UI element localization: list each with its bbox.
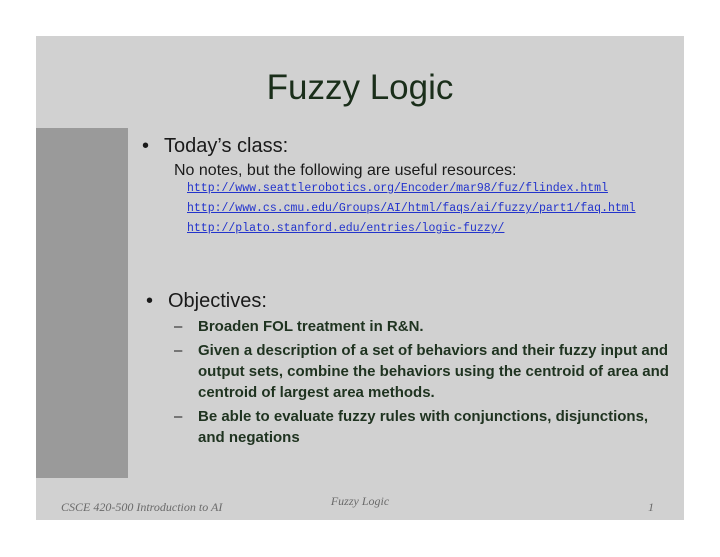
list-item [174,316,674,337]
resource-link-2[interactable]: http://www.cs.cmu.edu/Groups/AI/html/faqs/ai/fuzzy/part1/faq.html [187,202,636,215]
resource-link-1[interactable]: http://www.seattlerobotics.org/Encoder/mar98/fuz/flindex.html [187,182,608,195]
bullet-todays-class [142,135,288,158]
resource-link-3[interactable]: http://plato.stanford.edu/entries/logic-fuzzy/ [187,222,505,235]
decorative-side-bar [36,128,128,478]
footer-course: CSCE 420-500 Introduction to AI [61,500,223,514]
slide [36,36,684,520]
footer-title: Fuzzy Logic [330,494,390,508]
list-item [174,406,674,448]
objectives-list [174,316,674,451]
resources-note: No notes, but the following are useful resources: [174,162,517,179]
dash-marker: – [174,408,183,425]
page-number: 1 [648,500,654,514]
bullet-objectives [146,290,267,313]
bullet-marker: • [146,290,154,312]
bullet-marker: • [142,135,150,157]
list-item [174,340,674,403]
dash-marker: – [174,318,183,335]
objective-text: Given a description of a set of behaviors and their fuzzy input and output sets, combine the behaviors using the centroid of area and centroid of largest area methods. [198,342,669,401]
objective-text: Be able to evaluate fuzzy rules with conjunctions, disjunctions, and negations [198,408,649,446]
slide-title: Fuzzy Logic [266,68,454,107]
bullet-text: Today’s class: [164,135,289,157]
dash-marker: – [174,342,183,359]
bullet-text: Objectives: [168,290,267,312]
objective-text: Broaden FOL treatment in R&N. [198,318,424,335]
